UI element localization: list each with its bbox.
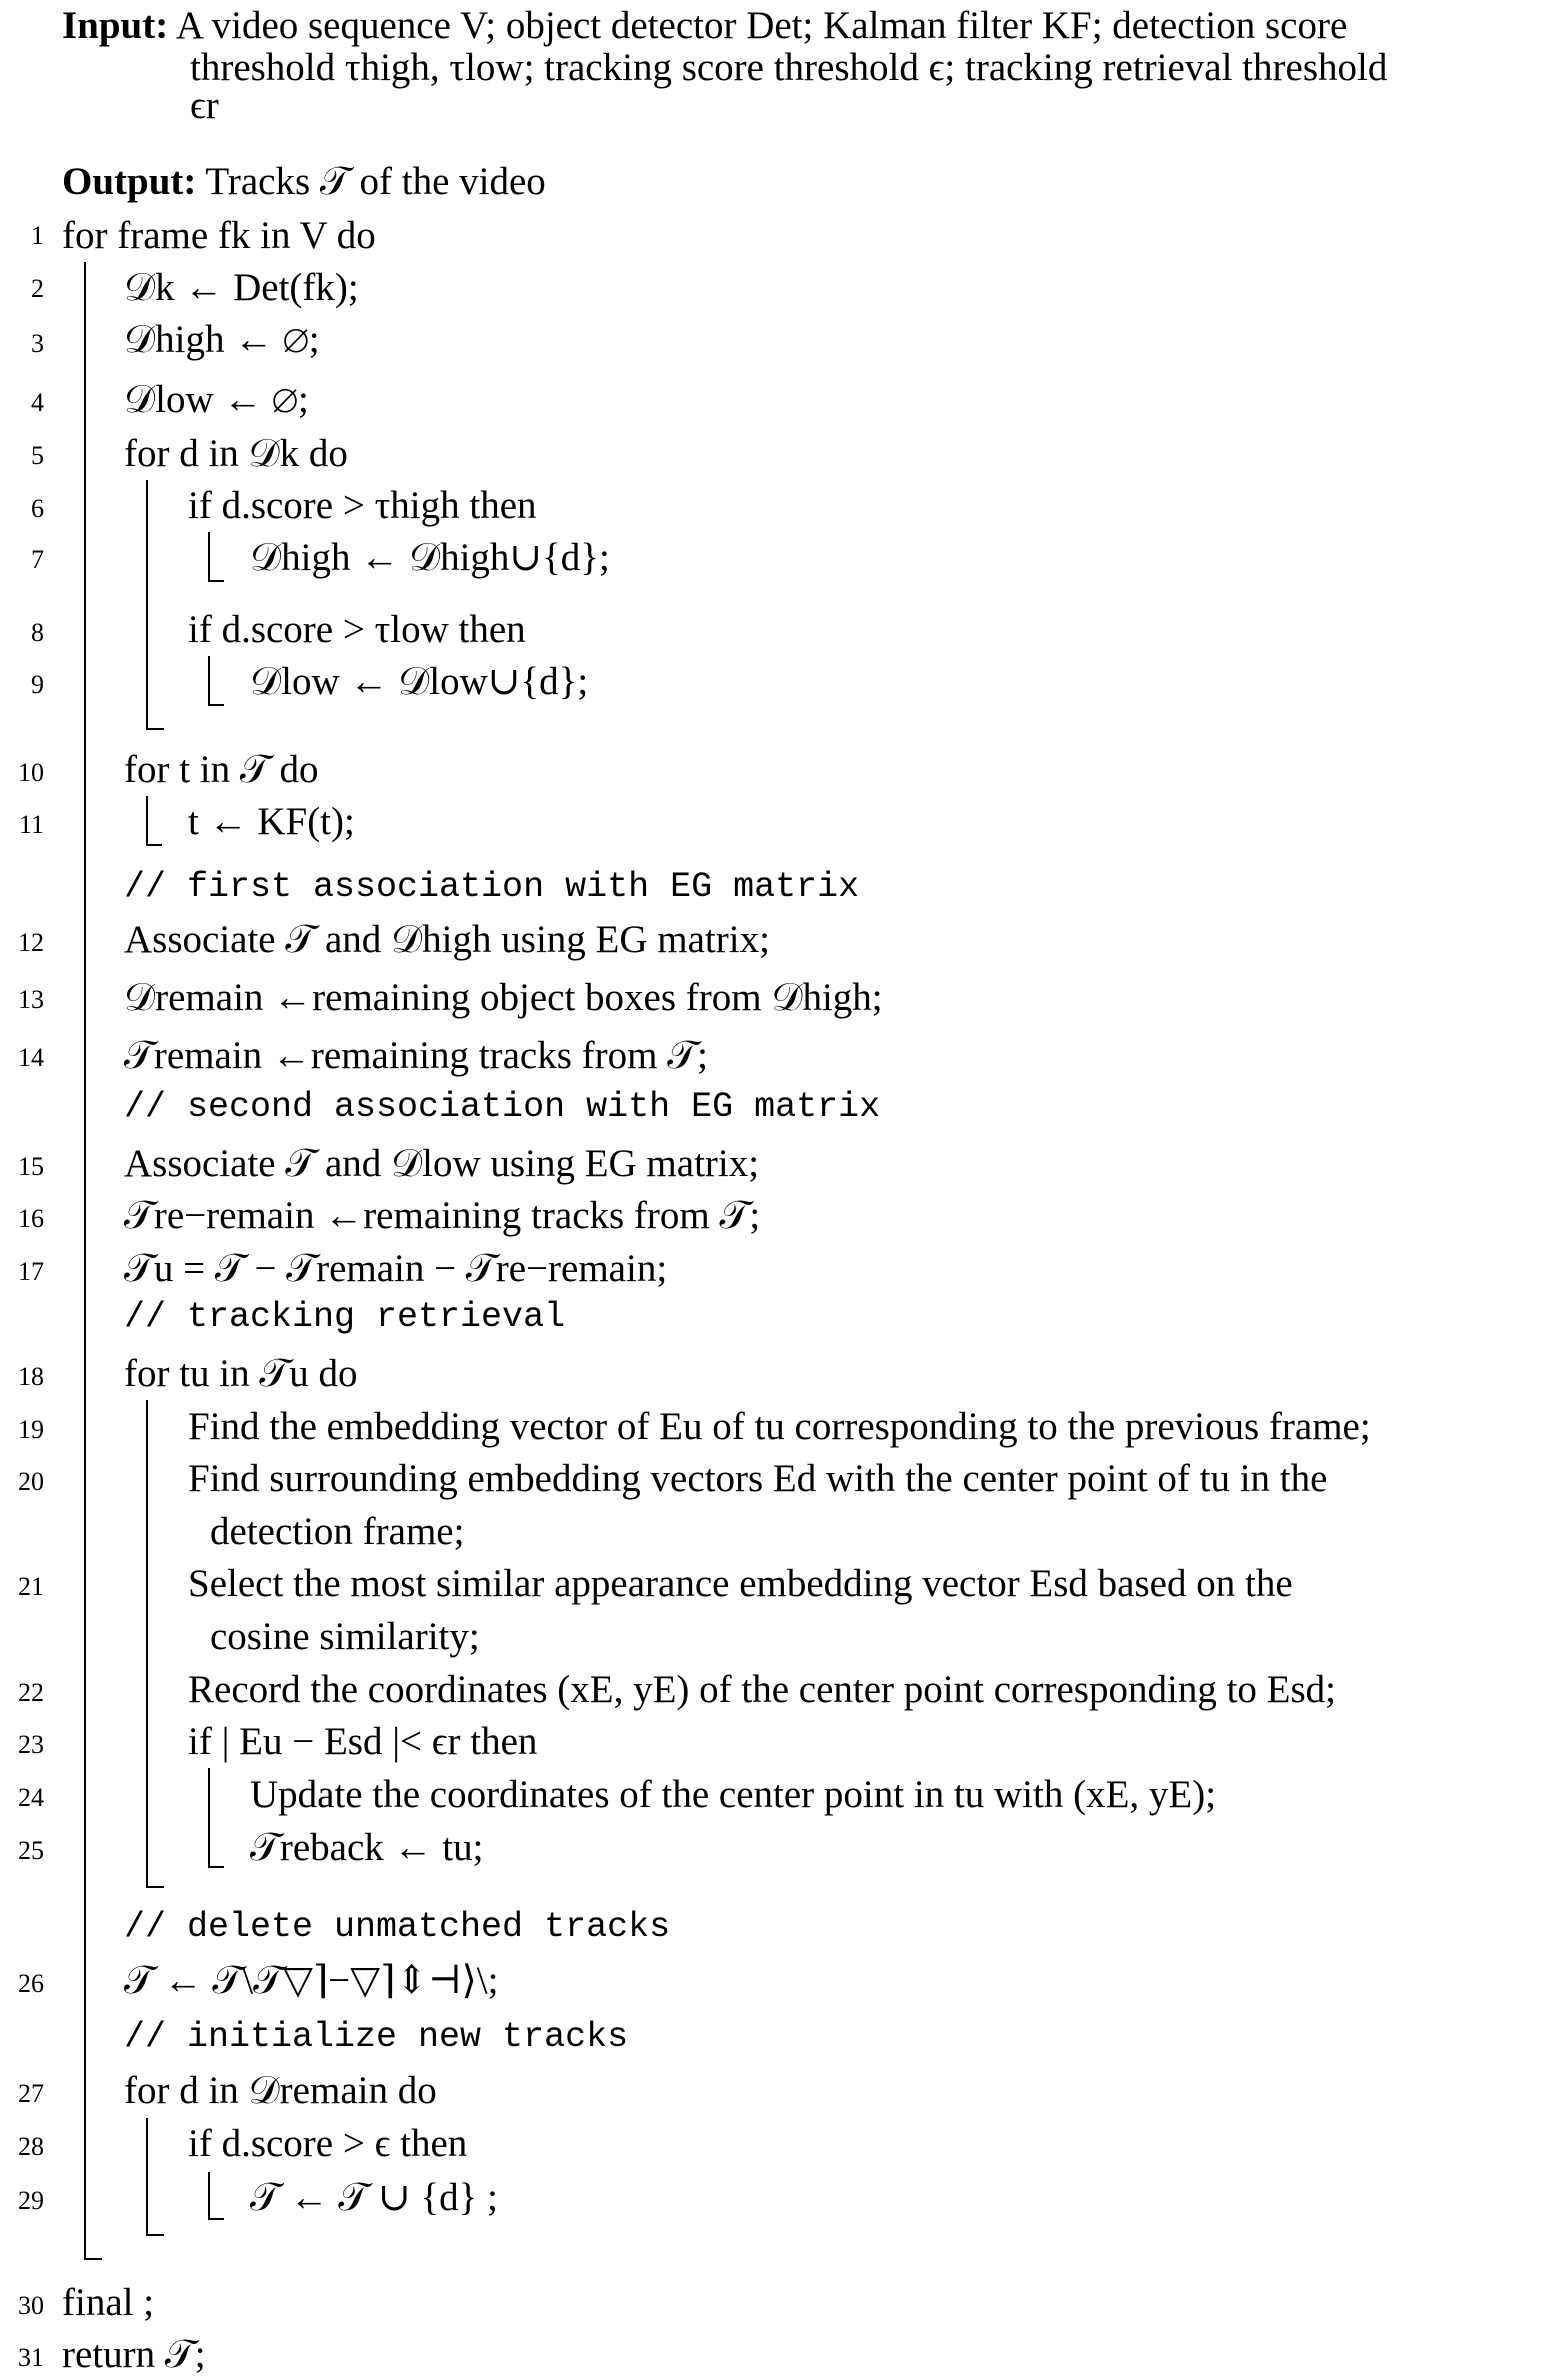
algo-line-1: for frame fk in V do <box>62 214 376 257</box>
line-number: 16 <box>18 1204 44 1233</box>
block-end-detection-loop <box>146 728 164 730</box>
block-line-score-branch <box>208 2172 210 2220</box>
algo-line-20: Find surrounding embedding vectors Ed with the center point of tu in the <box>188 1457 1328 1500</box>
algo-line-13: 𝒟remain ←remaining object boxes from 𝒟high; <box>124 976 883 1019</box>
block-line-detection-loop <box>146 480 148 730</box>
line-number: 23 <box>18 1730 44 1759</box>
block-line-update-branch <box>208 1768 210 1868</box>
line-number: 30 <box>18 2291 44 2320</box>
block-line-low-branch <box>208 656 210 706</box>
line-number: 27 <box>18 2079 44 2108</box>
algo-line-15: Associate 𝒯 and 𝒟low using EG matrix; <box>124 1142 760 1185</box>
output-label: Output: <box>62 160 197 203</box>
algo-line-24: Update the coordinates of the center point in tu with (xE, yE); <box>250 1773 1217 1816</box>
line-number: 12 <box>18 928 44 957</box>
block-end-init-loop <box>146 2234 164 2236</box>
line-number: 20 <box>18 1467 44 1496</box>
block-end-score-branch <box>208 2218 224 2220</box>
block-end-main-loop <box>84 2258 102 2260</box>
line-number: 13 <box>18 985 44 1014</box>
comment-tracking-retrieval: // tracking retrieval <box>124 1297 566 1337</box>
line-number: 31 <box>18 2343 44 2372</box>
algo-line-25: 𝒯reback ← tu; <box>250 1826 484 1869</box>
algo-line-22: Record the coordinates (xE, yE) of the center point corresponding to Esd; <box>188 1668 1336 1711</box>
algo-line-5: for d in 𝒟k do <box>124 432 348 475</box>
block-end-update-branch <box>208 1866 224 1868</box>
block-line-kalman-loop <box>146 796 148 846</box>
line-number: 17 <box>18 1257 44 1286</box>
algo-line-7: 𝒟high ← 𝒟high∪{d}; <box>250 536 610 579</box>
line-number: 14 <box>18 1043 44 1072</box>
input-label: Input: <box>62 4 169 47</box>
comment-initialize-new: // initialize new tracks <box>124 2017 629 2057</box>
algo-line-8: if d.score > τlow then <box>188 608 526 651</box>
algo-line-6: if d.score > τhigh then <box>188 484 537 527</box>
line-number: 28 <box>18 2132 44 2161</box>
line-number: 15 <box>18 1152 44 1181</box>
algo-line-31: return 𝒯; <box>62 2333 206 2376</box>
comment-second-association: // second association with EG matrix <box>124 1087 881 1127</box>
algo-line-27: for d in 𝒟remain do <box>124 2069 437 2112</box>
line-number: 21 <box>18 1572 44 1601</box>
block-line-retrieval-loop <box>146 1400 148 1888</box>
line-number: 18 <box>18 1362 44 1391</box>
block-end-retrieval-loop <box>146 1886 164 1888</box>
block-line-init-loop <box>146 2118 148 2236</box>
input-line-1 <box>62 6 1347 45</box>
block-end-low-branch <box>208 704 224 706</box>
block-end-kalman-loop <box>146 844 162 846</box>
algo-line-20-continued: detection frame; <box>210 1510 465 1553</box>
input-line-3: ϵr <box>190 84 219 127</box>
algo-line-19: Find the embedding vector of Eu of tu corresponding to the previous frame; <box>188 1405 1371 1448</box>
comment-delete-unmatched: // delete unmatched tracks <box>124 1907 671 1947</box>
input-text-1: A video sequence V; object detector Det; Kalman filter KF; detection score <box>175 4 1348 47</box>
line-number: 3 <box>31 329 44 358</box>
line-number: 10 <box>18 758 44 787</box>
input-line-2: threshold τhigh, τlow; tracking score threshold ϵ; tracking retrieval threshold <box>190 46 1388 89</box>
algo-line-10: for t in 𝒯 do <box>124 748 319 791</box>
line-number: 22 <box>18 1678 44 1707</box>
algo-line-16: 𝒯re−remain ←remaining tracks from 𝒯; <box>124 1194 761 1237</box>
algo-line-23: if | Eu − Esd |< ϵr then <box>188 1720 538 1763</box>
line-number: 8 <box>31 618 44 647</box>
line-number: 29 <box>18 2186 44 2215</box>
comment-first-association: // first association with EG matrix <box>124 867 860 907</box>
line-number: 25 <box>18 1836 44 1865</box>
algo-line-21-continued: cosine similarity; <box>210 1615 480 1658</box>
line-number: 11 <box>18 810 44 839</box>
algo-line-12: Associate 𝒯 and 𝒟high using EG matrix; <box>124 918 770 961</box>
block-line-main-loop <box>84 262 86 2260</box>
algo-line-9: 𝒟low ← 𝒟low∪{d}; <box>250 660 589 703</box>
output-text: Tracks 𝒯 of the video <box>205 160 546 203</box>
algo-line-29: 𝒯 ← 𝒯 ∪ {d} ; <box>250 2176 498 2219</box>
algo-line-18: for tu in 𝒯u do <box>124 1352 358 1395</box>
algo-line-2: 𝒟k ← Det(fk); <box>124 266 359 309</box>
algo-line-4: 𝒟low ← ∅; <box>124 378 309 421</box>
algo-line-17: 𝒯u = 𝒯 − 𝒯remain − 𝒯re−remain; <box>124 1247 668 1290</box>
line-number: 26 <box>18 1969 44 1998</box>
output-line <box>62 162 546 201</box>
algo-line-30: final ; <box>62 2281 155 2324</box>
line-number: 5 <box>31 441 44 470</box>
line-number: 4 <box>31 388 44 417</box>
block-line-high-branch <box>208 532 210 582</box>
algo-line-3: 𝒟high ← ∅; <box>124 318 320 361</box>
algo-line-14: 𝒯remain ←remaining tracks from 𝒯; <box>124 1034 708 1077</box>
algo-line-11: t ← KF(t); <box>188 800 355 843</box>
line-number: 7 <box>31 545 44 574</box>
algo-line-28: if d.score > ϵ then <box>188 2122 468 2165</box>
line-number: 1 <box>31 221 44 250</box>
algo-line-21: Select the most similar appearance embedding vector Esd based on the <box>188 1562 1293 1605</box>
line-number: 9 <box>31 670 44 699</box>
line-number: 6 <box>31 494 44 523</box>
block-end-high-branch <box>208 580 224 582</box>
line-number: 24 <box>18 1783 44 1812</box>
line-number: 2 <box>31 274 44 303</box>
algo-line-26: 𝒯 ← 𝒯\𝒯▽⌉−▽⌉⇕⊣⟩\; <box>124 1959 499 2002</box>
line-number: 19 <box>18 1415 44 1444</box>
